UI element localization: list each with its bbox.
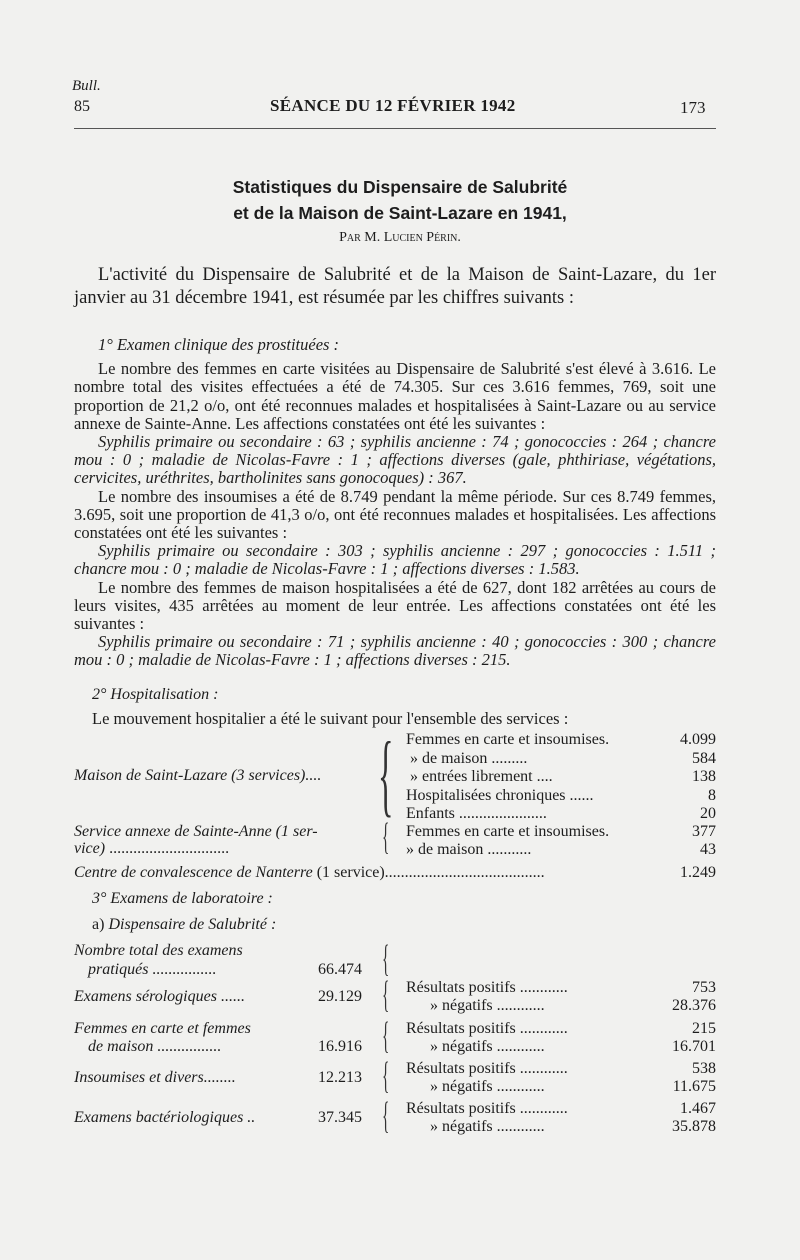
lab-group-label: de maison ................ (88, 1038, 222, 1055)
section1-list1: Syphilis primaire ou secondaire : 63 ; syphilis ancienne : 74 ; gonococcies : 264 ; chancre mou : 0 ; maladie de Nicolas-Favre : 1 ; affections diverses (gale, phthiriase, végétations, cervicites, uréthrites, bartholinites sans gonocoques) : 367. (74, 432, 716, 488)
section1-list2: Syphilis primaire ou secondaire : 303 ; syphilis ancienne : 297 ; gonococcies : 1.511 ; chancre mou : 0 ; maladie de Nicolas-Favre : 1 ; affections diverses : 1.583. (74, 541, 716, 579)
saint-lazare-row-label: » entrées librement .... (410, 768, 553, 785)
header-rule (74, 128, 716, 129)
section2-intro: Le mouvement hospitalier a été le suivant pour l'ensemble des services : (92, 709, 569, 728)
saint-lazare-row-label: Hospitalisées chroniques ...... (406, 786, 594, 804)
nanterre-label: Centre de convalescence de Nanterre (1 service)........................................ (74, 864, 545, 881)
page-number: 173 (680, 98, 706, 117)
author: Par M. Lucien Périn. (339, 230, 461, 245)
lab-positive-value: 538 (692, 1060, 716, 1077)
lab-negative-value: 16.701 (672, 1038, 716, 1055)
journal-number: 85 (74, 98, 90, 115)
intro-paragraph: L'activité du Dispensaire de Salubrité et de la Maison de Saint-Lazare, du 1er janvier au 31 décembre 1941, est résumée par les chiffres suivants : (74, 265, 716, 308)
saint-lazare-row-label: » de maison ......... (410, 749, 528, 767)
saint-lazare-row-label: Enfants ...................... (406, 805, 547, 822)
lab-group-brace: { (382, 1055, 390, 1097)
total-label-2: pratiqués ................ (88, 961, 217, 978)
sainte-anne-row-label: Femmes en carte et insoumises. (406, 823, 610, 840)
saint-lazare-label: Maison de Saint-Lazare (3 services).... (74, 767, 322, 784)
title-line-1: Statistiques du Dispensaire de Salubrité (232, 177, 568, 197)
section1-para1: Le nombre des femmes en carte visitées au Dispensaire de Salubrité s'est élevé à 3.616. Le nombre total des visites effectuées a été de 74.305. Sur ces 3.616 femmes, 769, soit une proportion de 21,2 o/o, ont été reconnues malades et hospitalisées à Saint-Lazare ou au service annexe de Sainte-Anne. Les affections constatées ont été les suivantes : (74, 359, 716, 433)
lab-negative-label: » négatifs ............ (430, 1118, 545, 1135)
section-clinical (74, 336, 716, 670)
sainte-anne-row-value: 377 (692, 823, 716, 840)
lab-group-label: Examens bactériologiques .. (74, 1109, 256, 1126)
lab-negative-label: » négatifs ............ (430, 997, 545, 1014)
journal-abbrev: Bull. (72, 78, 101, 94)
nanterre-value: 1.249 (680, 864, 716, 881)
lab-group-label-1: Femmes en carte et femmes (74, 1020, 251, 1037)
brace-sainte-anne: { (382, 816, 390, 858)
total-label-1: Nombre total des examens (74, 942, 243, 959)
sainte-anne-label-2: vice) .............................. (74, 840, 230, 857)
saint-lazare-row-value: 20 (700, 805, 716, 822)
lab-positive-value: 753 (692, 979, 716, 996)
lab-positive-value: 215 (692, 1020, 716, 1037)
saint-lazare-row-value: 8 (708, 786, 716, 804)
lab-group-label: Insoumises et divers........ (74, 1069, 236, 1086)
saint-lazare-row-value: 4.099 (680, 731, 716, 748)
lab-negative-value: 11.675 (672, 1078, 716, 1095)
saint-lazare-row-value: 584 (692, 749, 716, 767)
section2-heading: 2° Hospitalisation : (92, 686, 219, 703)
saint-lazare-row-value: 138 (692, 768, 716, 785)
article-title (0, 174, 800, 226)
lab-group-value: 16.916 (318, 1038, 362, 1055)
sainte-anne-row-value: 43 (700, 841, 716, 858)
lab-negative-value: 35.878 (672, 1118, 716, 1135)
lab-group-brace: { (382, 974, 390, 1016)
saint-lazare-row-label: Femmes en carte et insoumises. (406, 731, 610, 748)
lab-negative-label: » négatifs ............ (430, 1038, 545, 1055)
lab-group-label: Examens sérologiques ...... (74, 988, 245, 1005)
section1-para3: Le nombre des femmes de maison hospitalisées a été de 627, dont 182 arrêtées au cours de leurs visites, 435 arrêtées au moment de leur entrée. Les affections constatées ont été les suivantes : (74, 577, 716, 634)
section1-para2: Le nombre des insoumises a été de 8.749 pendant la même période. Sur ces 8.749 femmes, 3.695, soit une proportion de 41,3 o/o, ont été reconnues malades et hospitalisées. Les affections constatées ont été les suivantes : (74, 486, 716, 543)
lab-positive-label: Résultats positifs ............ (406, 1060, 568, 1077)
sainte-anne-row-label: » de maison ........... (406, 841, 532, 858)
lab-negative-value: 28.376 (672, 997, 716, 1014)
lab-group-value: 12.213 (318, 1069, 362, 1086)
brace-saint-lazare: { (378, 723, 394, 825)
section3-subheading: a) Dispensaire de Salubrité : (92, 916, 277, 933)
lab-negative-label: » négatifs ............ (430, 1078, 545, 1095)
lab-positive-label: Résultats positifs ............ (406, 979, 568, 996)
brace-total: { (382, 938, 390, 980)
title-line-2: et de la Maison de Saint-Lazare en 1941, (233, 203, 567, 223)
lab-group-brace: { (382, 1095, 390, 1137)
total-value: 66.474 (318, 961, 362, 978)
section1-list3: Syphilis primaire ou secondaire : 71 ; syphilis ancienne : 40 ; gonococcies : 300 ; chancre mou : 0 ; maladie de Nicolas-Favre : 1 ; affections diverses : 215. (74, 632, 716, 670)
lab-positive-label: Résultats positifs ............ (406, 1100, 568, 1117)
sainte-anne-label-1: Service annexe de Sainte-Anne (1 ser- (74, 823, 318, 840)
section1-heading: 1° Examen clinique des prostituées : (98, 335, 340, 354)
lab-group-value: 37.345 (318, 1109, 362, 1126)
lab-group-brace: { (382, 1015, 390, 1057)
section3-heading: 3° Examens de laboratoire : (92, 890, 273, 907)
lab-positive-value: 1.467 (680, 1100, 716, 1117)
lab-group-value: 29.129 (318, 988, 362, 1005)
lab-positive-label: Résultats positifs ............ (406, 1020, 568, 1037)
running-head: SÉANCE DU 12 FÉVRIER 1942 (270, 96, 516, 115)
